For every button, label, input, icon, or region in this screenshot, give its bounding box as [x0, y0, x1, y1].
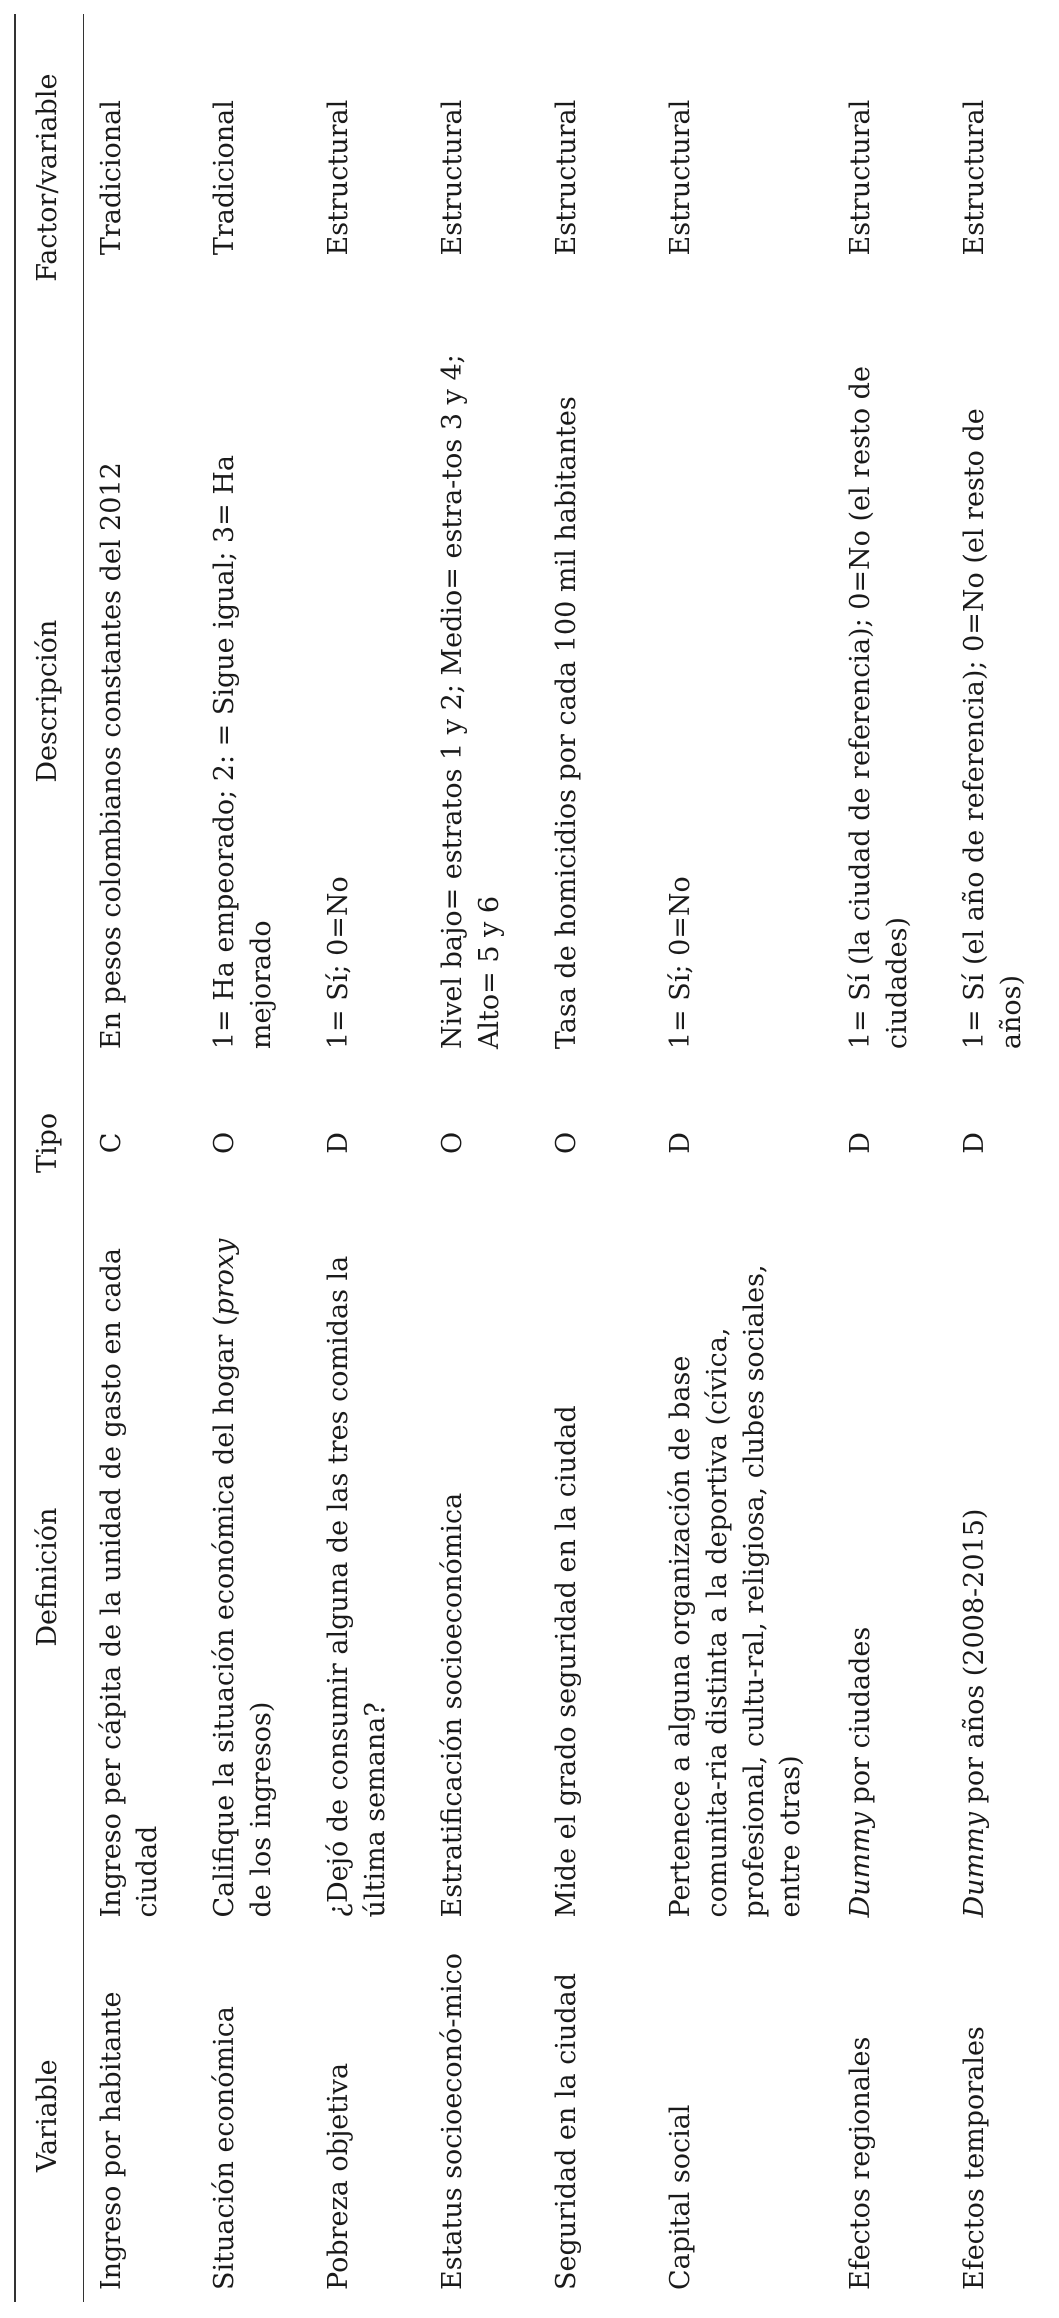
header-definicion: Definición — [15, 1225, 83, 1930]
cell-descripcion: 1= Sí; 0=No — [665, 876, 697, 1050]
table-row — [197, 14, 311, 2302]
cell-definicion-italic: proxy — [209, 1238, 241, 1316]
cell-factor: Estructural — [947, 14, 1059, 341]
cell-definicion-part: Califique la situación económica del hogar ( — [209, 1315, 241, 1918]
table-header-row — [15, 14, 83, 2302]
cell-definicion — [947, 1225, 1059, 1930]
cell-descripcion: 1= Sí (el año de referencia); 0=No (el resto de años) — [947, 341, 1059, 1061]
cell-tipo: D — [845, 1132, 877, 1154]
cell-tipo: O — [437, 1131, 469, 1154]
cell-definicion-italic: Dummy — [959, 1811, 991, 1918]
cell-variable: Situación económica — [209, 2006, 241, 2290]
cell-factor: Estructural — [437, 99, 469, 256]
cell-variable: Ingreso por habitante — [95, 1991, 127, 2290]
cell-descripcion: 1= Ha empeorado; 2: = Sigue igual; 3= Ha mejorado — [209, 455, 277, 1050]
table-row — [947, 14, 1059, 2302]
header-descripcion: Descripción — [15, 341, 83, 1061]
cell-definicion: ¿Dejó de consumir alguna de las tres comidas la última semana? — [323, 1255, 391, 1918]
cell-variable: Capital social — [665, 2104, 697, 2290]
cell-tipo: O — [209, 1131, 241, 1154]
cell-descripcion: 1= Sí (la ciudad de referencia); 0=No (el resto de ciudades) — [845, 366, 913, 1050]
header-factor: Factor/variable — [15, 14, 83, 341]
cell-descripcion: 1= Sí; 0=No — [323, 876, 355, 1050]
cell-factor: Estructural — [551, 99, 583, 256]
cell-definicion: Ingreso per cápita de la unidad de gasto en cada ciudad — [95, 1248, 164, 1918]
cell-tipo: D — [947, 1061, 1059, 1225]
cell-definicion-part: de los ingresos) — [245, 1701, 277, 1918]
cell-descripcion: En pesos colombianos constantes del 2012 — [95, 462, 127, 1050]
cell-variable: Efectos temporales — [947, 1929, 1059, 2302]
cell-factor: Estructural — [665, 99, 697, 256]
cell-tipo: O — [551, 1131, 583, 1154]
cell-definicion-part: por ciudades — [845, 1626, 877, 1812]
cell-factor: Tradicional — [95, 100, 127, 256]
variables-table — [14, 14, 1059, 2302]
cell-definicion: Mide el grado seguridad en la ciudad — [551, 1405, 583, 1918]
table-row — [311, 14, 425, 2302]
cell-definicion — [197, 1225, 311, 1930]
cell-tipo: D — [665, 1132, 697, 1154]
cell-tipo: C — [95, 1132, 127, 1154]
table-row — [83, 14, 197, 2302]
table-row — [539, 14, 653, 2302]
cell-variable: Estatus socioeconó-mico — [437, 1952, 469, 2290]
cell-definicion: Estratificación socioeconómica — [437, 1492, 469, 1918]
cell-descripcion: Nivel bajo= estratos 1 y 2; Medio= estra-tos 3 y 4; Alto= 5 y 6 — [437, 354, 505, 1050]
cell-variable: Seguridad en la ciudad — [551, 1972, 583, 2290]
cell-descripcion: Tasa de homicidios por cada 100 mil habitantes — [551, 396, 583, 1050]
cell-definicion-italic: Dummy — [845, 1811, 877, 1918]
cell-factor: Estructural — [845, 99, 877, 256]
cell-tipo: D — [323, 1132, 355, 1154]
header-variable: Variable — [15, 1929, 83, 2302]
cell-factor: Estructural — [323, 99, 355, 256]
cell-variable: Pobreza objetiva — [323, 2062, 355, 2290]
cell-definicion-part: por años (2008-2015) — [959, 1508, 991, 1812]
cell-definicion — [833, 1225, 947, 1930]
cell-variable: Efectos regionales — [845, 2036, 877, 2290]
table-row — [425, 14, 539, 2302]
cell-factor: Tradicional — [209, 100, 241, 256]
cell-definicion: Pertenece a alguna organización de base comunita-ria distinta a la deportiva (cívica, profesional, cultu-ral, religiosa, clubes sociales, entre otras) — [665, 1264, 807, 1918]
header-tipo: Tipo — [15, 1061, 83, 1225]
table-row — [653, 14, 833, 2302]
table-row — [833, 14, 947, 2302]
